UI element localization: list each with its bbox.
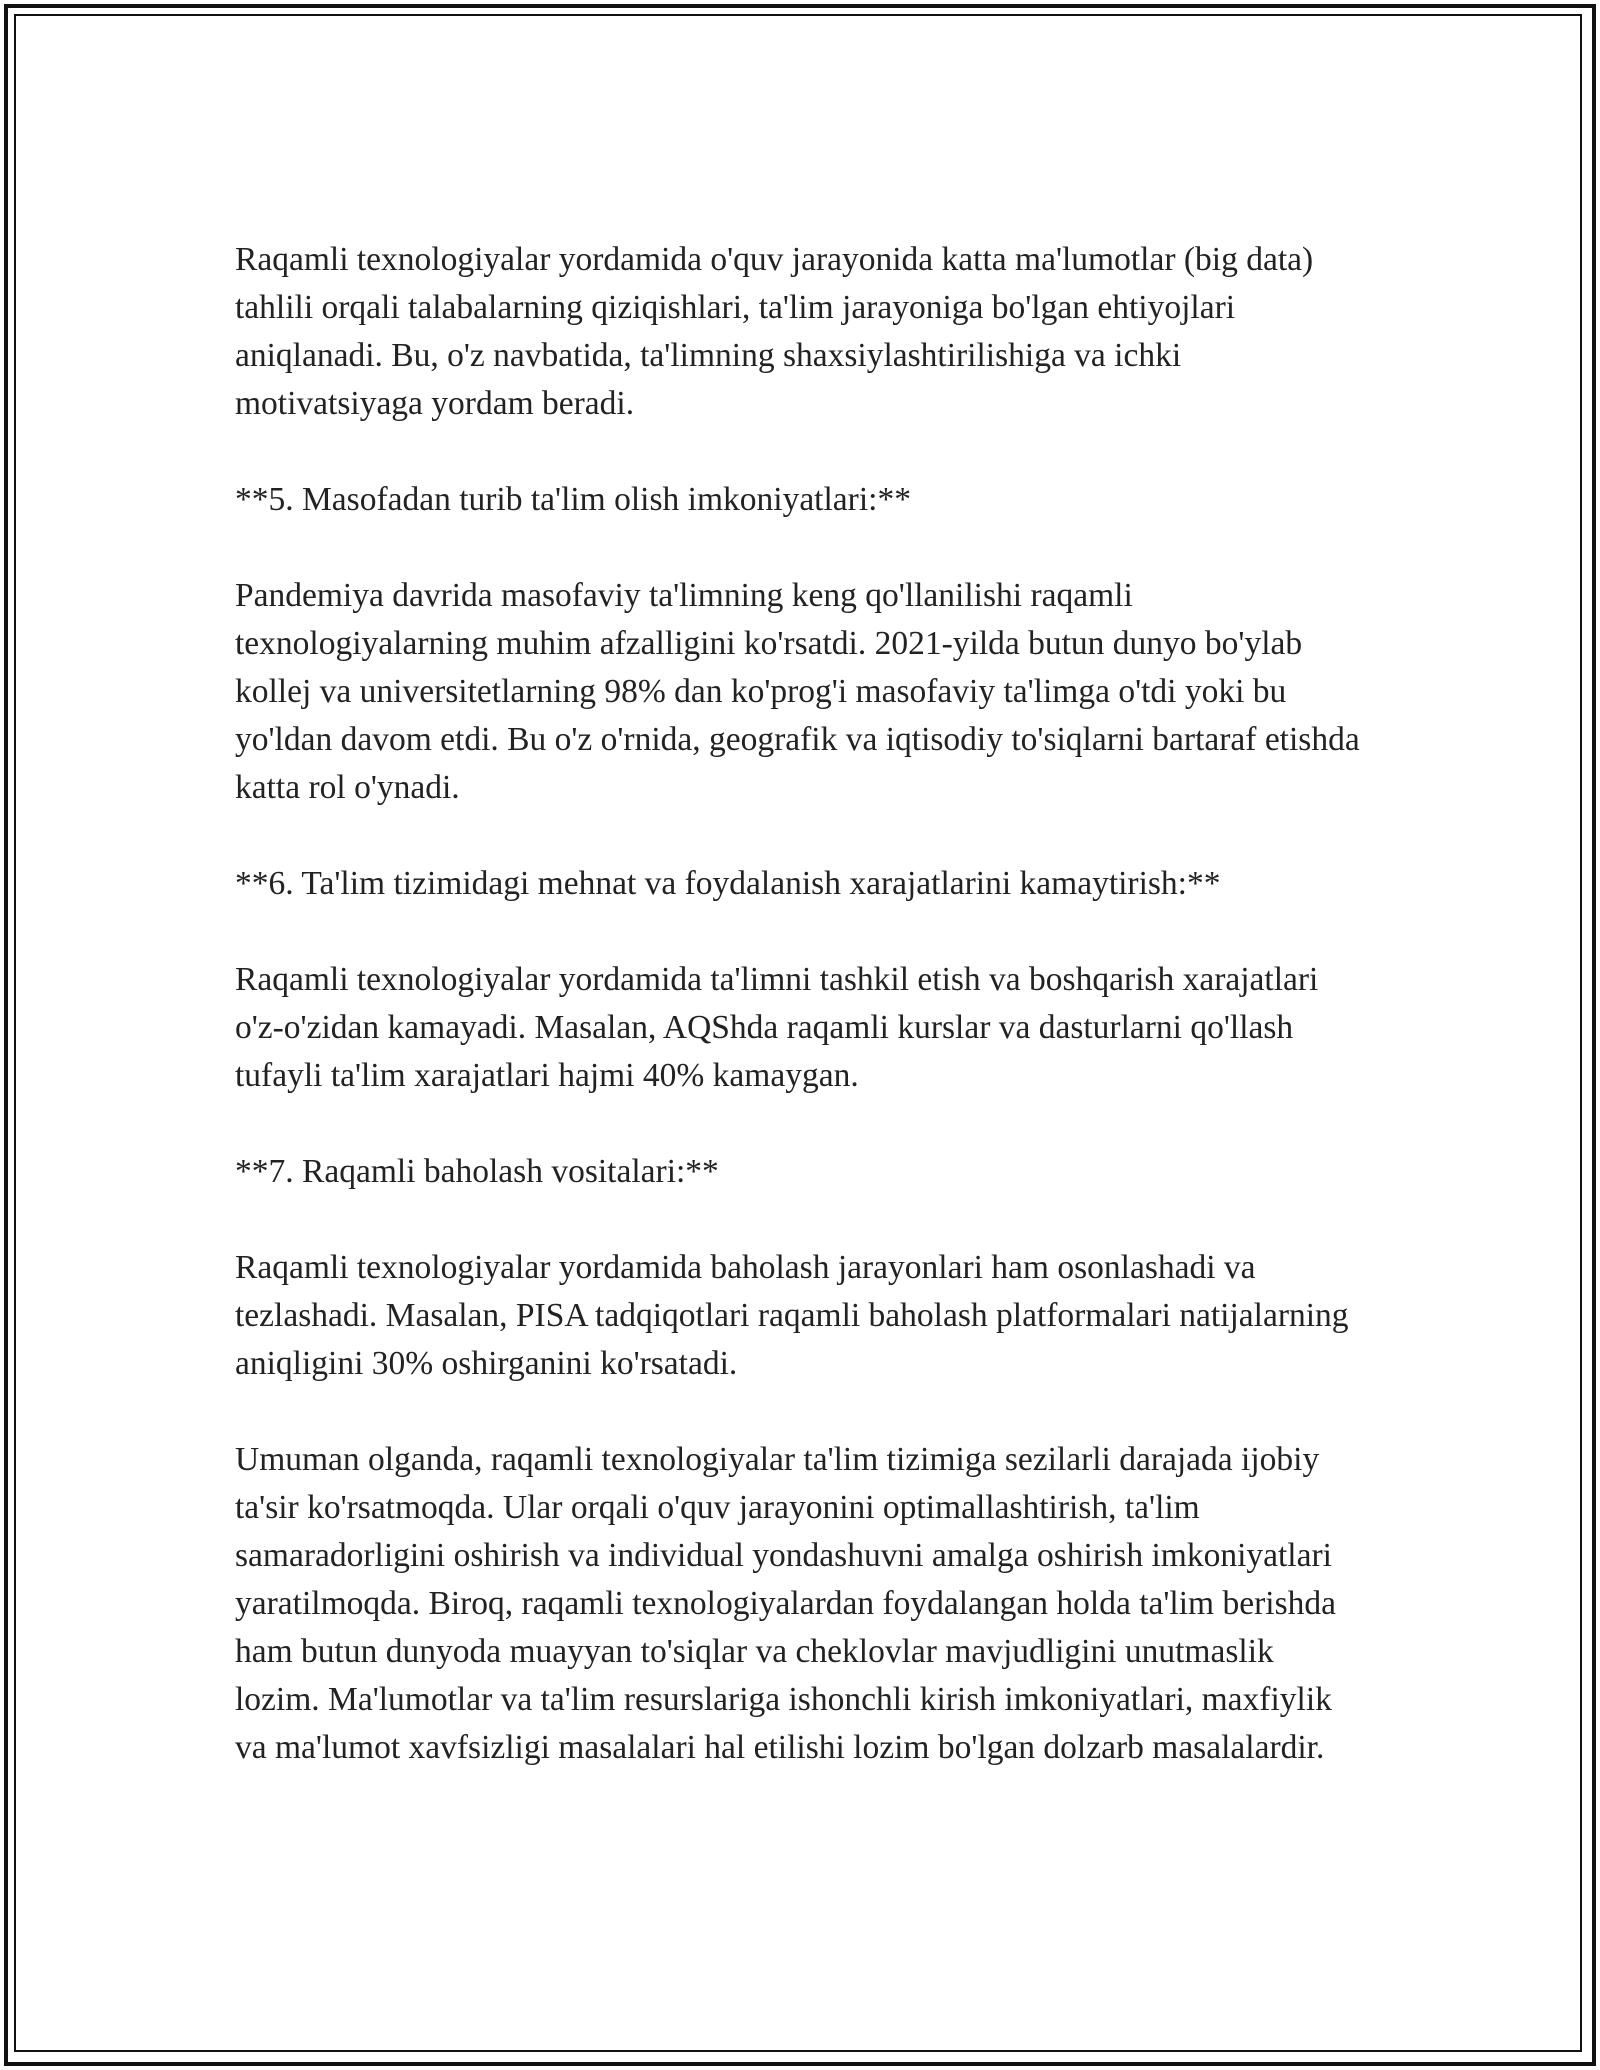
heading-digital-assessment: **7. Raqamli baholash vositalari:** [235, 1153, 719, 1190]
paragraph-big-data: Raqamli texnologiyalar yordamida o'quv jarayonida katta ma'lumotlar (big data) tahlili orqali talabalarning qiziqishlari, ta'lim jarayoniga bo'lgan ehtiyojlari aniqlanadi. Bu, o'z navbatida, ta'limning shaxsiylashtirilishiga va ichki motivatsiyaga yordam beradi. [235, 241, 1314, 422]
heading-distance-learning: **5. Masofadan turib ta'lim olish imkoniyatlari:** [235, 481, 911, 518]
paragraph-pandemic: Pandemiya davrida masofaviy ta'limning keng qo'llanilishi raqamli texnologiyalarning muhim afzalligini ko'rsatdi. 2021-yilda butun dunyo bo'ylab kollej va universitetlarning 98% dan ko'prog'i masofaviy ta'limga o'tdi yoki bu yo'ldan davom etdi. Bu o'z o'rnida, geografik va iqtisodiy to'siqlarni bartaraf etishda katta rol o'ynadi. [235, 577, 1360, 806]
paragraph-conclusion: Umuman olganda, raqamli texnologiyalar ta'lim tizimiga sezilarli darajada ijobiy ta'sir ko'rsatmoqda. Ular orqali o'quv jarayonini optimallashtirish, ta'lim samaradorligini oshirish va individual yondashuvni amalga oshirish imkoniyatlari yaratilmoqda. Biroq, raqamli texnologiyalardan foydalangan holda ta'lim berishda ham butun dunyoda muayyan to'siqlar va cheklovlar mavjudligini unutmaslik lozim. Ma'lumotlar va ta'lim resurslariga ishonchli kirish imkoniyatlari, maxfiylik va ma'lumot xavfsizligi masalalari hal etilishi lozim bo'lgan dolzarb masalalardir. [235, 1441, 1336, 1766]
paragraph-assessment: Raqamli texnologiyalar yordamida baholash jarayonlari ham osonlashadi va tezlashadi. Masalan, PISA tadqiqotlari raqamli baholash platformalari natijalarning aniqligini 30% oshirganini ko'rsatadi. [235, 1249, 1349, 1382]
heading-cost-reduction: **6. Ta'lim tizimidagi mehnat va foydalanish xarajatlarini kamaytirish:** [235, 865, 1221, 902]
document-body [235, 236, 1365, 1772]
paragraph-costs: Raqamli texnologiyalar yordamida ta'limni tashkil etish va boshqarish xarajatlari o'z-o'zidan kamayadi. Masalan, AQShda raqamli kurslar va dasturlarni qo'llash tufayli ta'lim xarajatlari hajmi 40% kamaygan. [235, 961, 1319, 1094]
